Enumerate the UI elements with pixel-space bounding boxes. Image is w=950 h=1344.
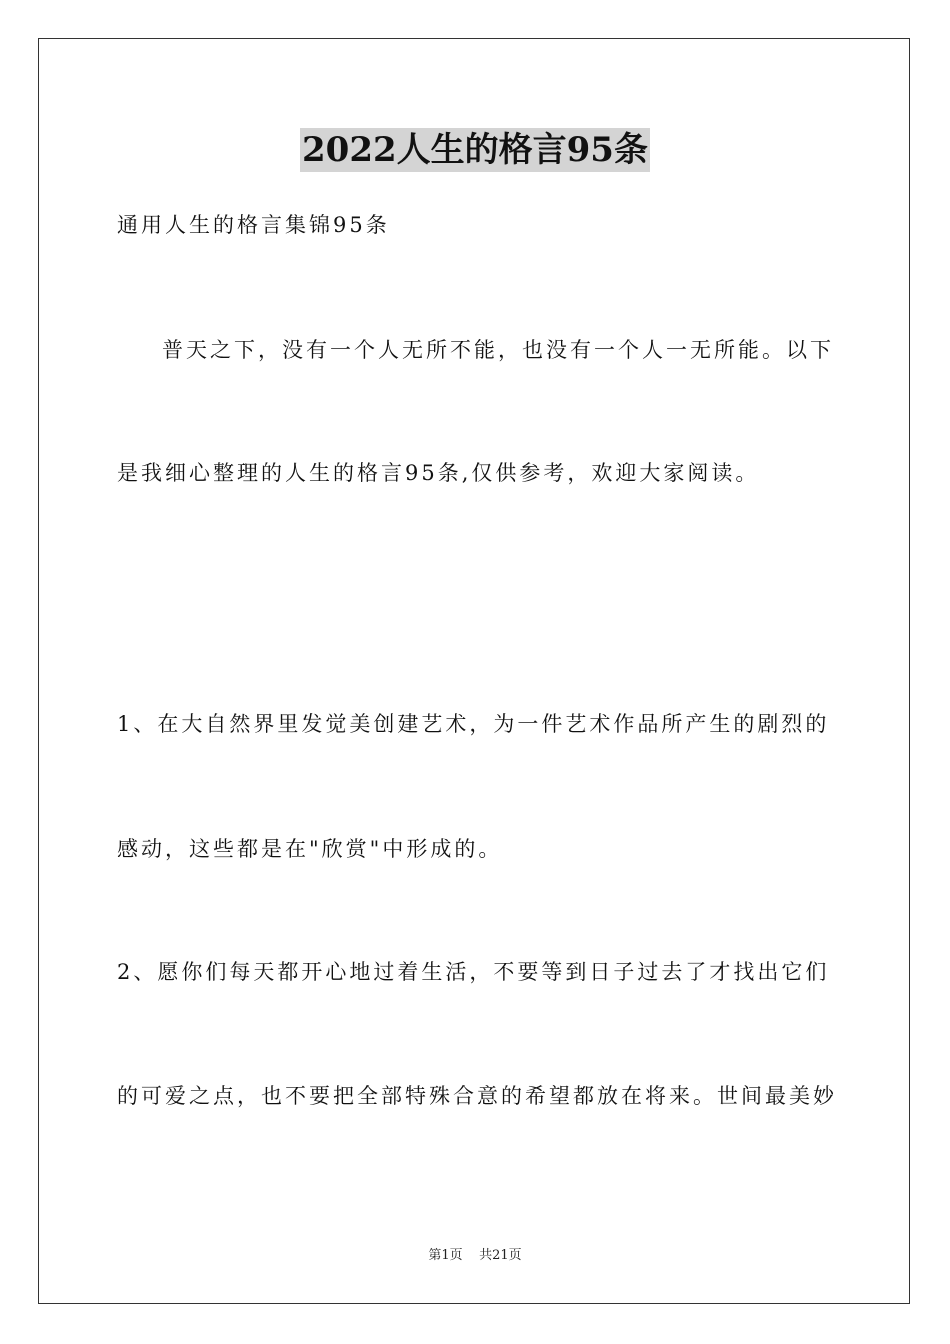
page-total: 共21页 xyxy=(479,1248,522,1263)
paragraph-line: 2、愿你们每天都开心地过着生活，不要等到日子过去了才找出它们 xyxy=(117,960,830,984)
paragraph-line: 是我细心整理的人生的格言95条,仅供参考，欢迎大家阅读。 xyxy=(117,461,760,485)
paragraph-line: 的可爱之点，也不要把全部特殊合意的希望都放在将来。世间最美妙 xyxy=(117,1084,837,1108)
title-container xyxy=(0,128,950,172)
paragraph-line: 1、在大自然界里发觉美创建艺术，为一件艺术作品所产生的剧烈的 xyxy=(117,712,830,736)
page-number: 第1页 xyxy=(428,1248,463,1263)
page-footer xyxy=(0,1247,950,1265)
paragraph-line: 普天之下，没有一个人无所不能，也没有一个人一无所能。以下 xyxy=(162,338,834,362)
document-title: 2022人生的格言95条 xyxy=(302,130,648,170)
document-subtitle: 通用人生的格言集锦95条 xyxy=(117,213,390,237)
paragraph-line: 感动，这些都是在"欣赏"中形成的。 xyxy=(117,837,503,861)
